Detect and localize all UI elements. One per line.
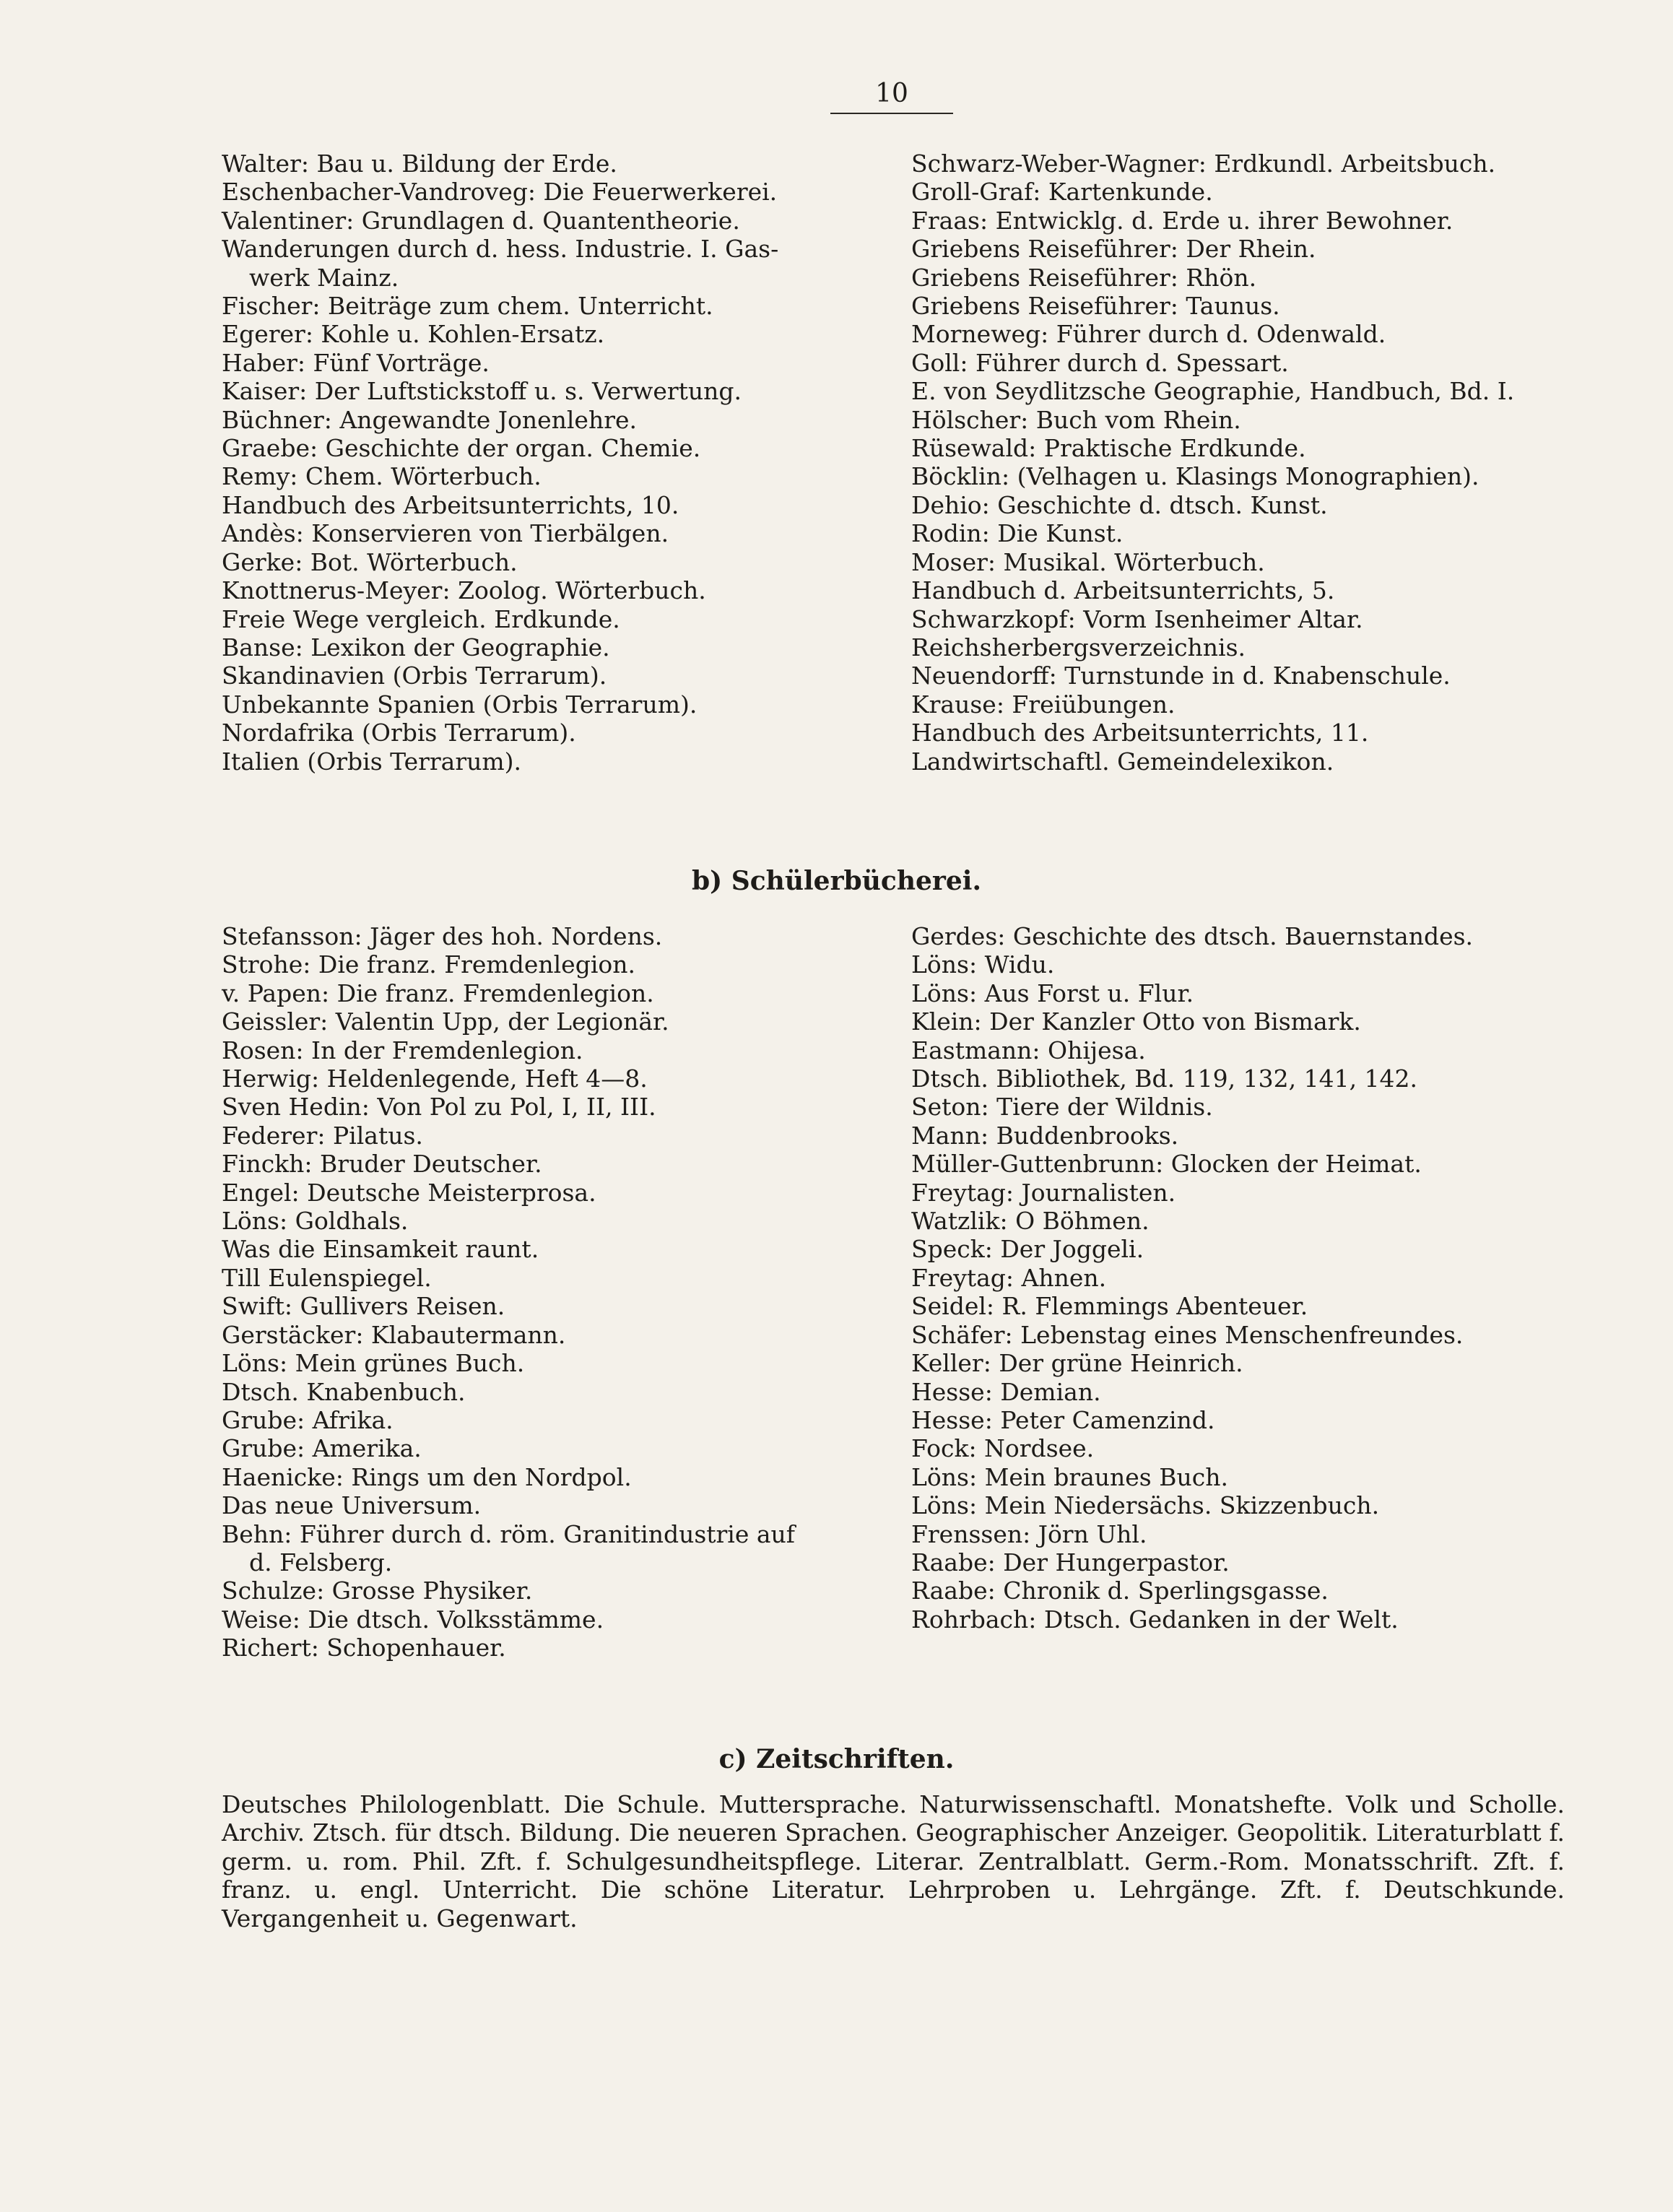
list-entry: Remy: Chem. Wörterbuch. [222,462,542,491]
list-entry: Griebens Reiseführer: Der Rhein. [911,235,1316,264]
list-entry: Griebens Reiseführer: Taunus. [911,292,1280,321]
list-entry: Rosen: In der Fremdenlegion. [222,1036,583,1064]
list-entry: Federer: Pilatus. [222,1121,423,1150]
list-entry: Seton: Tiere der Wildnis. [911,1093,1213,1122]
list-entry: Swift: Gullivers Reisen. [222,1292,505,1321]
list-entry: Eschenbacher-Vandroveg: Die Feuerwerkerei. [222,178,778,207]
list-entry: Groll-Graf: Kartenkunde. [911,178,1213,207]
list-entry: Stefansson: Jäger des hoh. Nordens. [222,922,663,950]
list-entry: Schwarzkopf: Vorm Isenheimer Altar. [911,604,1363,633]
list-entry: Büchner: Angewandte Jonenlehre. [222,405,637,434]
list-entry: Handbuch des Arbeitsunterrichts, 10. [222,490,679,519]
list-entry: Speck: Der Joggeli. [911,1235,1144,1264]
list-entry: Richert: Schopenhauer. [222,1634,506,1662]
list-entry: Freie Wege vergleich. Erdkunde. [222,604,620,633]
list-entry: Unbekannte Spanien (Orbis Terrarum). [222,690,698,719]
list-entry: Italien (Orbis Terrarum). [222,747,522,776]
list-entry: Haenicke: Rings um den Nordpol. [222,1462,632,1491]
list-entry: Grube: Afrika. [222,1405,394,1434]
list-entry: Landwirtschaftl. Gemeindelexikon. [911,747,1334,776]
list-entry: Hesse: Demian. [911,1377,1101,1406]
list-entry: Fischer: Beiträge zum chem. Unterricht. [222,292,713,321]
list-entry: Geissler: Valentin Upp, der Legionär. [222,1007,669,1036]
list-entry: v. Papen: Die franz. Fremdenlegion. [222,979,654,1007]
list-entry: Weise: Die dtsch. Volksstämme. [222,1605,604,1634]
list-entry: Müller-Guttenbrunn: Glocken der Heimat. [911,1150,1422,1179]
list-entry: Egerer: Kohle u. Kohlen-Ersatz. [222,320,605,349]
list-entry: Reichsherbergsverzeichnis. [911,633,1246,662]
list-entry: Haber: Fünf Vorträge. [222,348,490,377]
list-entry: Handbuch d. Arbeitsunterrichts, 5. [911,576,1335,605]
list-entry: Griebens Reiseführer: Rhön. [911,263,1257,292]
list-entry: Grube: Amerika. [222,1434,422,1463]
list-entry: Herwig: Heldenlegende, Heft 4—8. [222,1064,648,1093]
list-entry: Fock: Nordsee. [911,1434,1095,1463]
list-entry-continuation: werk Mainz. [249,263,399,292]
list-entry: Rohrbach: Dtsch. Gedanken in der Welt. [911,1605,1399,1634]
list-entry: Löns: Goldhals. [222,1207,409,1236]
list-entry: Walter: Bau u. Bildung der Erde. [222,149,617,178]
list-entry: Freytag: Ahnen. [911,1263,1107,1292]
list-entry: Rüsewald: Praktische Erdkunde. [911,434,1306,463]
list-entry: Mann: Buddenbrooks. [911,1121,1179,1150]
list-entry: Rodin: Die Kunst. [911,519,1124,548]
list-entry: Dtsch. Bibliothek, Bd. 119, 132, 141, 142. [911,1064,1418,1093]
list-entry: Sven Hedin: Von Pol zu Pol, I, II, III. [222,1093,656,1122]
page-number-rule [830,113,953,114]
list-entry: Andès: Konservieren von Tierbälgen. [222,519,669,548]
list-entry: Goll: Führer durch d. Spessart. [911,348,1289,377]
list-entry: Schäfer: Lebenstag eines Menschenfreundes. [911,1320,1464,1349]
list-entry: Eastmann: Ohijesa. [911,1036,1146,1064]
list-entry: Finckh: Bruder Deutscher. [222,1150,542,1179]
list-entry: Frenssen: Jörn Uhl. [911,1519,1147,1548]
list-entry: Raabe: Der Hungerpastor. [911,1548,1230,1576]
list-entry: Böcklin: (Velhagen u. Klasings Monographien). [911,462,1479,491]
list-entry: Wanderungen durch d. hess. Industrie. I. Gas- [222,235,779,264]
list-entry: Dehio: Geschichte d. dtsch. Kunst. [911,490,1328,519]
list-entry: Löns: Mein braunes Buch. [911,1462,1228,1491]
list-entry: Skandinavien (Orbis Terrarum). [222,662,607,690]
list-entry: Kaiser: Der Luftstickstoff u. s. Verwertung. [222,377,742,406]
list-entry: Moser: Musikal. Wörterbuch. [911,547,1265,576]
section-a-right-column [911,149,1514,776]
list-entry: Banse: Lexikon der Geographie. [222,633,610,662]
list-entry: Behn: Führer durch d. röm. Granitindustrie auf [222,1519,796,1548]
list-entry: Gerdes: Geschichte des dtsch. Bauernstandes. [911,922,1474,950]
list-entry: Nordafrika (Orbis Terrarum). [222,719,576,747]
list-entry: Knottnerus-Meyer: Zoolog. Wörterbuch. [222,576,706,605]
list-entry: Schwarz-Weber-Wagner: Erdkundl. Arbeitsbuch. [911,149,1496,178]
list-entry: Das neue Universum. [222,1491,482,1520]
list-entry: Till Eulenspiegel. [222,1263,432,1292]
list-entry: Watzlik: O Böhmen. [911,1207,1150,1236]
list-entry: Seidel: R. Flemmings Abenteuer. [911,1292,1308,1321]
list-entry: Gerstäcker: Klabautermann. [222,1320,566,1349]
page-number: 10 [875,79,908,108]
list-entry: Was die Einsamkeit raunt. [222,1235,539,1264]
list-entry: Graebe: Geschichte der organ. Chemie. [222,434,701,463]
list-entry: Löns: Aus Forst u. Flur. [911,979,1194,1007]
list-entry: Raabe: Chronik d. Sperlingsgasse. [911,1576,1329,1605]
list-entry: Schulze: Grosse Physiker. [222,1576,533,1605]
list-entry: Keller: Der grüne Heinrich. [911,1349,1243,1378]
list-entry: Valentiner: Grundlagen d. Quantentheorie. [222,206,740,235]
list-entry: Fraas: Entwicklg. d. Erde u. ihrer Bewohner. [911,206,1453,235]
list-entry: Klein: Der Kanzler Otto von Bismark. [911,1007,1361,1036]
list-entry: Löns: Widu. [911,950,1055,979]
list-entry: Dtsch. Knabenbuch. [222,1377,466,1406]
list-entry: Hesse: Peter Camenzind. [911,1405,1215,1434]
section-b-heading: b) Schülerbücherei. [692,866,981,896]
list-entry: Handbuch des Arbeitsunterrichts, 11. [911,719,1369,747]
section-b-left-column [222,922,795,1662]
list-entry: Engel: Deutsche Meisterprosa. [222,1178,596,1207]
list-entry: Strohe: Die franz. Fremdenlegion. [222,950,635,979]
section-c-heading: c) Zeitschriften. [718,1744,955,1774]
list-entry: Neuendorff: Turnstunde in d. Knabenschule. [911,662,1451,690]
list-entry: Löns: Mein Niedersächs. Skizzenbuch. [911,1491,1380,1520]
list-entry: Hölscher: Buch vom Rhein. [911,405,1241,434]
list-entry: Gerke: Bot. Wörterbuch. [222,547,518,576]
section-a-left-column [222,149,778,776]
list-entry: Morneweg: Führer durch d. Odenwald. [911,320,1386,349]
section-b-right-column [911,922,1473,1634]
list-entry: Löns: Mein grünes Buch. [222,1349,525,1378]
section-c-paragraph: Deutsches Philologenblatt. Die Schule. Muttersprache. Naturwissenschaftl. Monatshefte. Volk und Scholle. Archiv. Ztsch. für dtsch. Bildung. Die neueren Sprachen. Geographischer Anzeiger. Geopolitik. Literaturblatt f. germ. u. rom. Phil. Zft. f. Schulgesundheitspflege. Literar. Zentralblatt. Germ.-Rom. Monatsschrift. Zft. f. franz. u. engl. Unterricht. Die schöne Literatur. Lehrproben u. Lehrgänge. Zft. f. Deutschkunde. Vergangenheit u. Gegenwart. [222,1790,1565,1933]
list-entry: E. von Seydlitzsche Geographie, Handbuch, Bd. I. [911,377,1515,406]
list-entry-continuation: d. Felsberg. [249,1548,393,1576]
list-entry: Krause: Freiübungen. [911,690,1176,719]
list-entry: Freytag: Journalisten. [911,1178,1176,1207]
